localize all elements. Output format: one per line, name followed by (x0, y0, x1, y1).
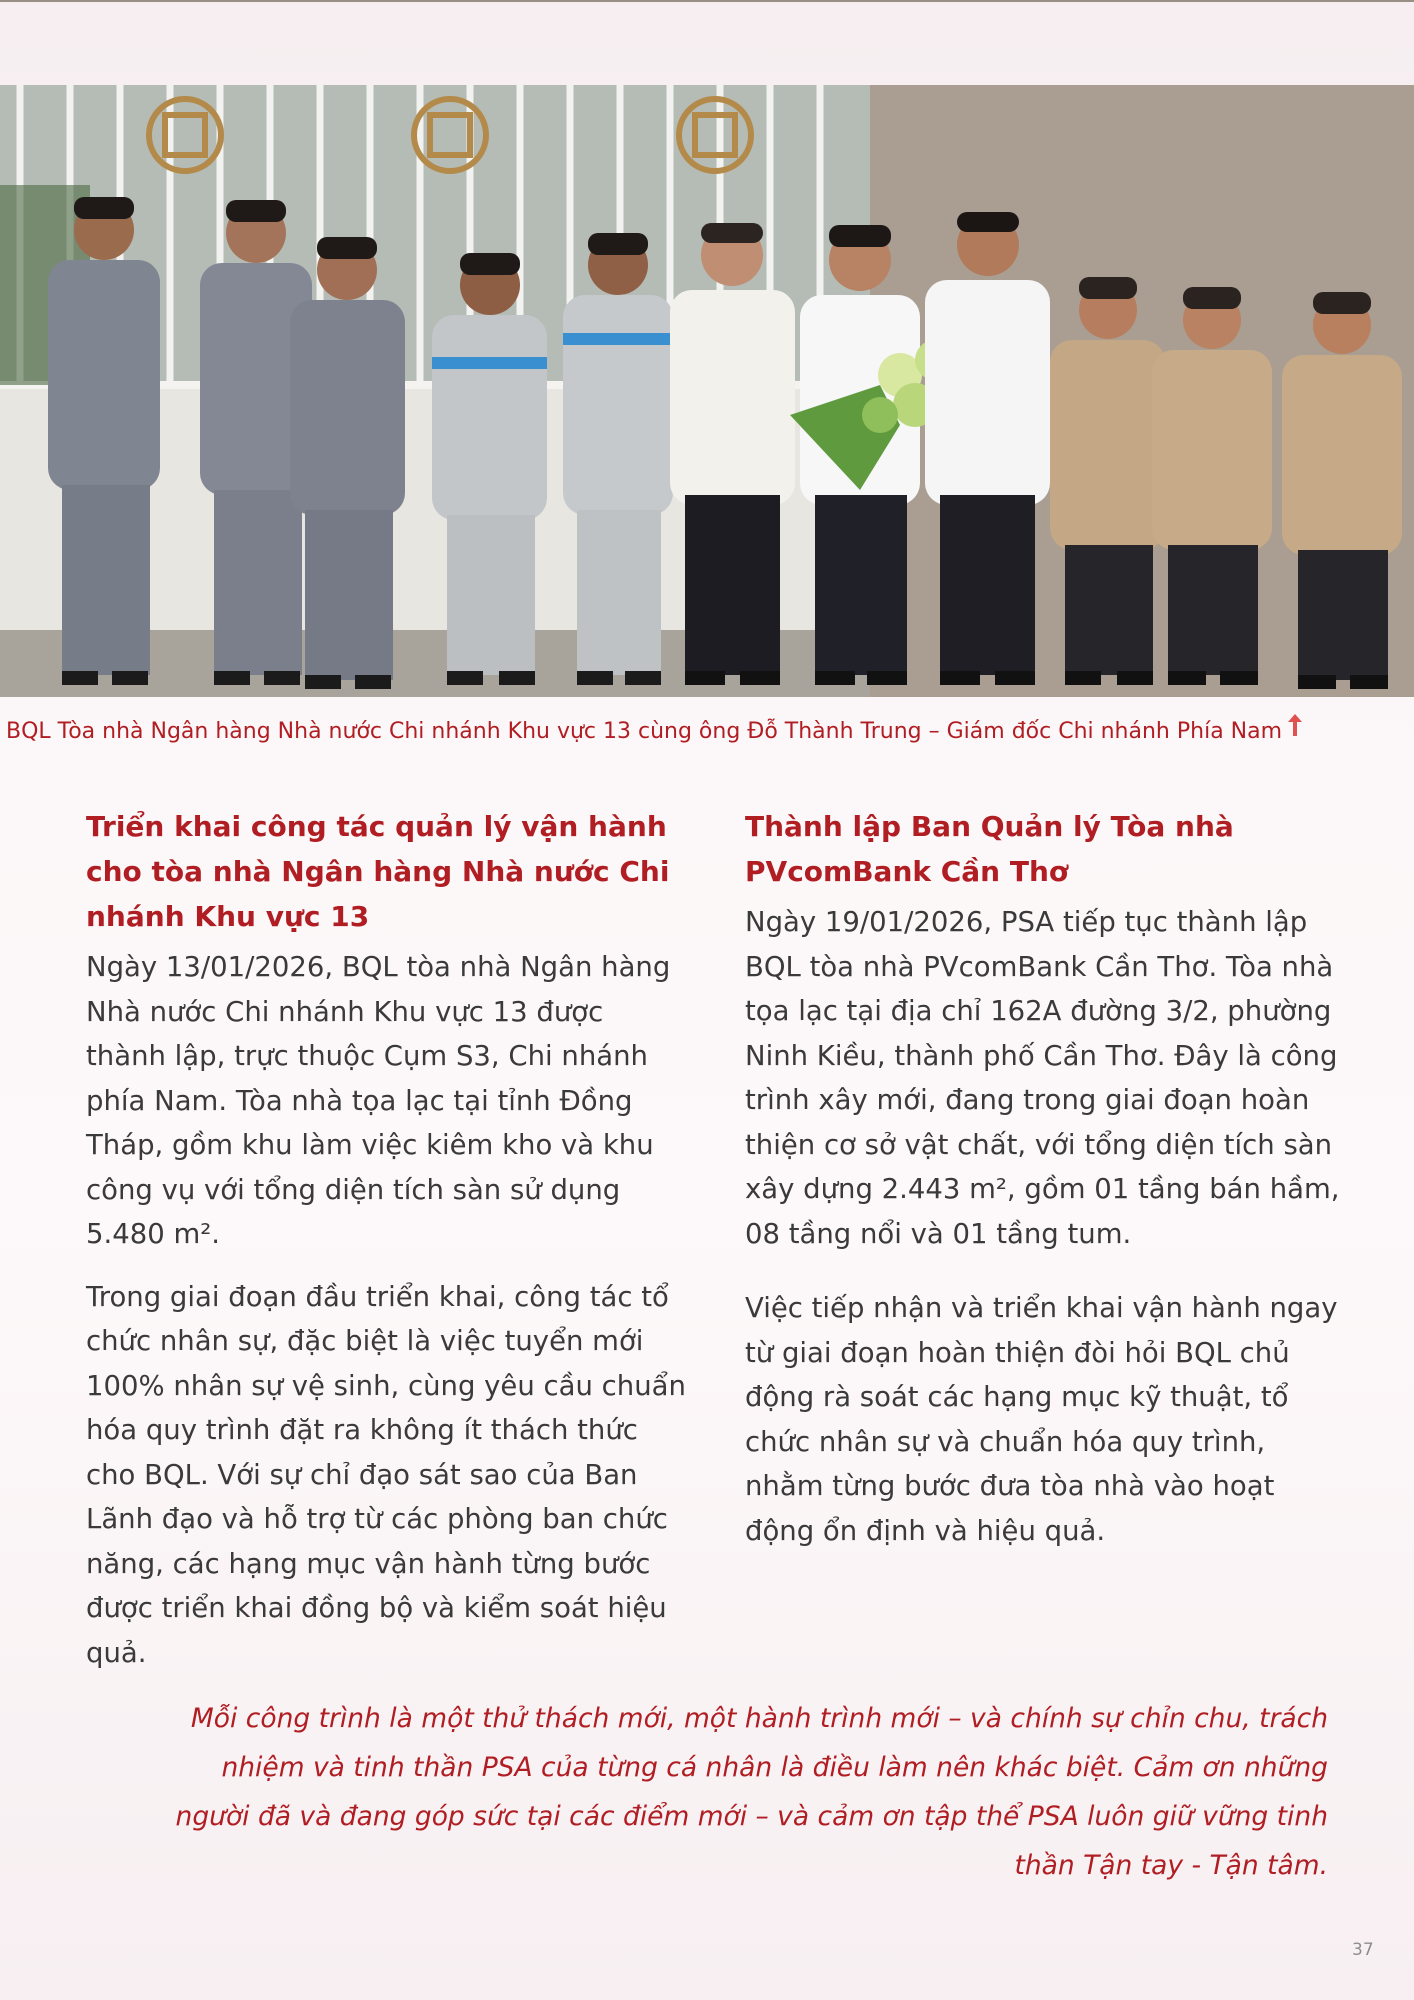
article-right-heading: Thành lập Ban Quản lý Tòa nhà PVcomBank Cần Thơ (745, 810, 1234, 888)
article-left-paragraph-1: Ngày 13/01/2026, BQL tòa nhà Ngân hàng Nhà nước Chi nhánh Khu vực 13 được thành lập, trực thuộc Cụm S3, Chi nhánh phía Nam. Tòa nhà tọa lạc tại tỉnh Đồng Tháp, gồm khu làm việc kiêm kho và khu công vụ với tổng diện tích sàn sử dụng 5.480 m². (86, 951, 671, 1250)
article-left-paragraph-2: Trong giai đoạn đầu triển khai, công tác tổ chức nhân sự, đặc biệt là việc tuyển mới 100% nhân sự vệ sinh, cùng yêu cầu chuẩn hóa quy trình đặt ra không ít thách thức cho BQL. Với sự chỉ đạo sát sao của Ban Lãnh đạo và hỗ trợ từ các phòng ban chức năng, các hạng mục vận hành từng bước được triển khai đồng bộ và kiểm soát hiệu quả. (86, 1280, 686, 1669)
article-left (86, 804, 686, 1693)
article-right-paragraph-2: Việc tiếp nhận và triển khai vận hành ngay từ giai đoạn hoàn thiện đòi hỏi BQL chủ động rà soát các hạng mục kỹ thuật, tổ chức nhân sự và chuẩn hóa quy trình, nhằm từng bước đưa tòa nhà vào hoạt động ổn định và hiệu quả. (745, 1292, 1338, 1547)
photo-caption-text: BQL Tòa nhà Ngân hàng Nhà nước Chi nhánh Khu vực 13 cùng ông Đỗ Thành Trung – Giám đốc Chi nhánh Phía Nam (6, 719, 1283, 744)
arrow-up-icon (1286, 712, 1304, 744)
article-right-paragraph-1: Ngày 19/01/2026, PSA tiếp tục thành lập BQL tòa nhà PVcomBank Cần Thơ. Tòa nhà tọa lạc tại địa chỉ 162A đường 3/2, phường Ninh Kiều, thành phố Cần Thơ. Đây là công trình xây mới, đang trong giai đoạn hoàn thiện cơ sở vật chất, với tổng diện tích sàn xây dựng 2.443 m², gồm 01 tầng bán hầm, 08 tầng nổi và 01 tầng tum. (745, 906, 1340, 1250)
group-photo (0, 85, 1414, 697)
article-right (745, 804, 1345, 1571)
top-border (0, 0, 1414, 2)
page-number: 37 (1352, 1940, 1374, 1960)
closing-quote: Mỗi công trình là một thử thách mới, một hành trình mới – và chính sự chỉn chu, trách nhiệm và tinh thần PSA của từng cá nhân là điều làm nên khác biệt. Cảm ơn những người đã và đang góp sức tại các điểm mới – và cảm ơn tập thể PSA luôn giữ vững tinh thần Tận tay - Tận tâm. (175, 1703, 1328, 1881)
article-left-heading: Triển khai công tác quản lý vận hành cho tòa nhà Ngân hàng Nhà nước Chi nhánh Khu vực 13 (86, 810, 670, 933)
group-photo-illustration (0, 85, 1414, 697)
photo-caption (6, 712, 1406, 744)
